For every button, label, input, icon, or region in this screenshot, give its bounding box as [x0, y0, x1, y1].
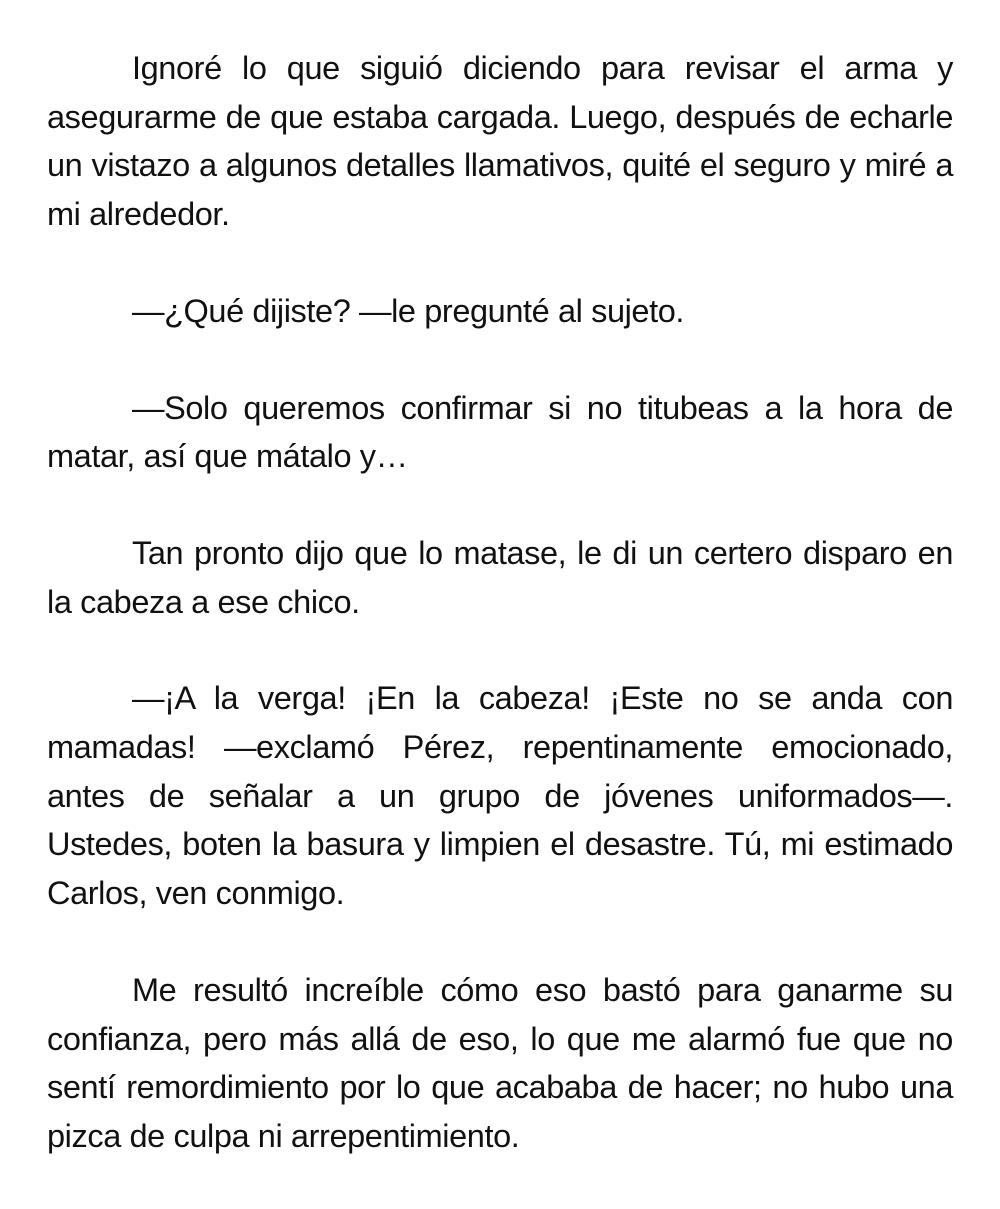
- paragraph-6: Me resultó increíble cómo eso bastó para ganarme su confianza, pero más allá de eso, lo que me alarmó fue que no sentí remordimiento por lo que acababa de hacer; no hubo una pizca de culpa ni arrepentimiento.: [47, 971, 953, 1154]
- paragraph-5: —¡A la verga! ¡En la cabeza! ¡Este no se anda con mamadas! —exclamó Pérez, repentinamente emocionado, antes de señalar a un grupo de jóvenes uniformados—. Ustedes, boten la basura y limpien el desastre. Tú, mi estimado Carlos, ven conmigo.: [47, 680, 953, 912]
- paragraph-2: —¿Qué dijiste? —le pregunté al sujeto.: [132, 292, 685, 329]
- paragraph-3: —Solo queremos confirmar si no titubeas a la hora de matar, así que mátalo y…: [47, 389, 953, 475]
- document-page: [47, 44, 953, 1209]
- paragraph-4: Tan pronto dijo que lo matase, le di un certero disparo en la cabeza a ese chico.: [47, 534, 953, 620]
- paragraph-1: Ignoré lo que siguió diciendo para revisar el arma y asegurarme de que estaba cargada. Luego, después de echarle un vistazo a algunos detalles llamativos, quité el seguro y miré a mi alrededor.: [47, 50, 953, 233]
